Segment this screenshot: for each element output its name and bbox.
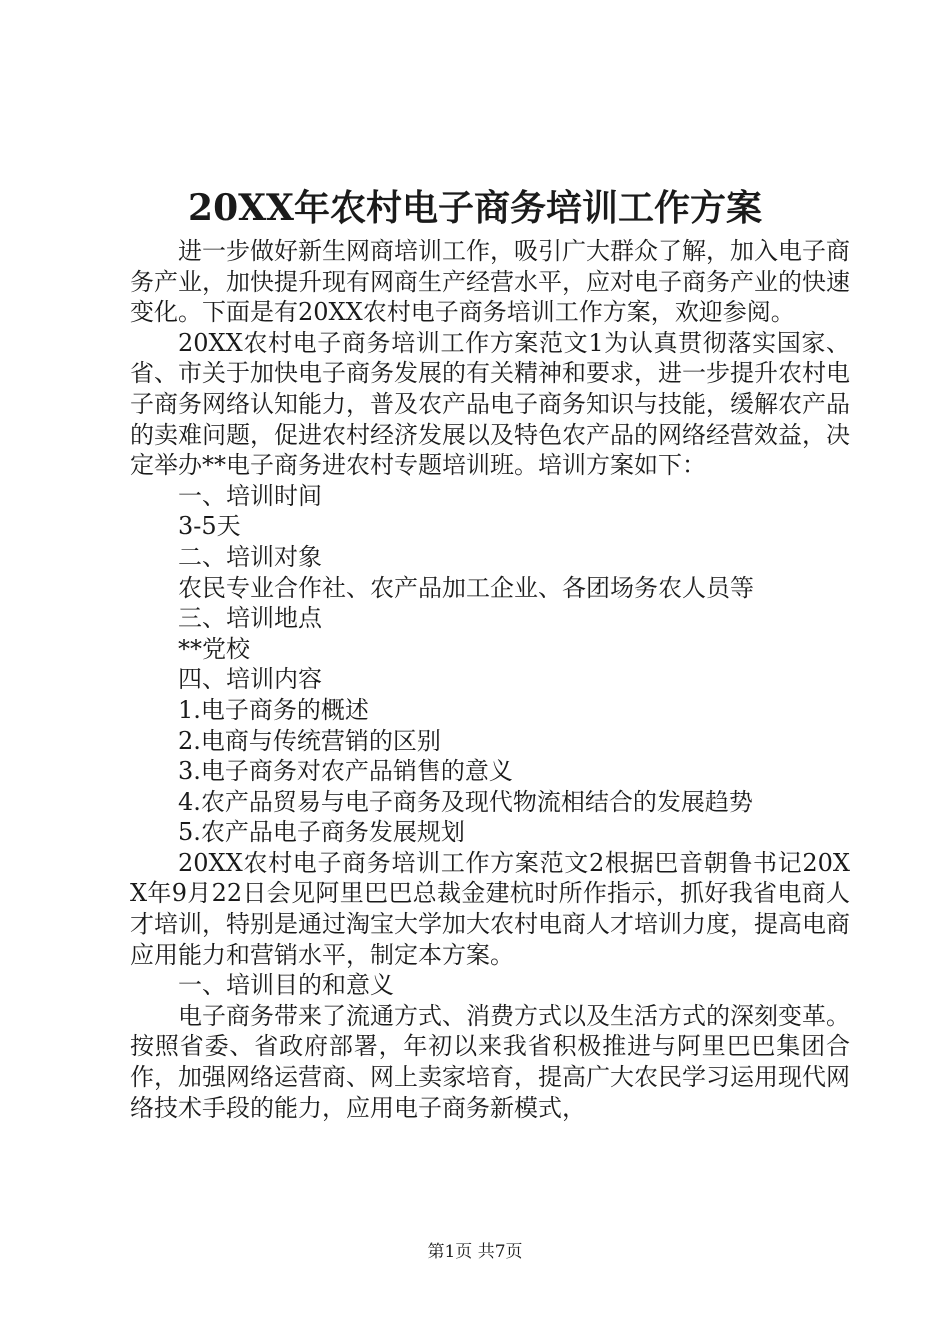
paragraph: 20XX农村电子商务培训工作方案范文1为认真贯彻落实国家、省、市关于加快电子商务发展的有关精神和要求，进一步提升农村电子商务网络认知能力，普及农产品电子商务知识与技能，缓解农产品的卖难问题，促进农村经济发展以及特色农产品的网络经营效益，决定举办**电子商务进农村专题培训班。培训方案如下： [130, 328, 850, 480]
document-body [130, 236, 850, 1123]
section-heading: 一、培训目的和意义 [178, 971, 394, 1000]
paragraph: 进一步做好新生网商培训工作，吸引广大群众了解，加入电子商务产业，加快提升现有网商生产经营水平，应对电子商务产业的快速变化。下面是有20XX农村电子商务培训工作方案，欢迎参阅。 [130, 237, 850, 327]
list-item: 4.农产品贸易与电子商务及现代物流相结合的发展趋势 [178, 787, 753, 816]
list-item: 2.电商与传统营销的区别 [178, 726, 441, 755]
paragraph: 20XX农村电子商务培训工作方案范文2根据巴音朝鲁书记20XX年9月22日会见阿里巴巴总裁金建杭时所作指示，抓好我省电商人才培训，特别是通过淘宝大学加大农村电商人才培训力度，提高电商应用能力和营销水平，制定本方案。 [130, 848, 850, 969]
list-item: 1.电子商务的概述 [178, 695, 369, 724]
section-heading: 一、培训时间 [178, 481, 322, 510]
section-heading: 四、培训内容 [178, 665, 322, 694]
paragraph: 农民专业合作社、农产品加工企业、各团场务农人员等 [178, 573, 754, 602]
list-item: 5.农产品电子商务发展规划 [178, 818, 465, 847]
paragraph: **党校 [178, 634, 250, 663]
page-footer: 第1页 共7页 [427, 1242, 523, 1262]
document-title: 20XX年农村电子商务培训工作方案 [188, 187, 762, 229]
paragraph: 电子商务带来了流通方式、消费方式以及生活方式的深刻变革。按照省委、省政府部署，年初以来我省积极推进与阿里巴巴集团合作，加强网络运营商、网上卖家培育，提高广大农民学习运用现代网络技术手段的能力，应用电子商务新模式， [130, 1001, 850, 1122]
section-heading: 二、培训对象 [178, 542, 322, 571]
paragraph: 3-5天 [178, 512, 241, 541]
section-heading: 三、培训地点 [178, 604, 322, 633]
list-item: 3.电子商务对农产品销售的意义 [178, 757, 513, 786]
